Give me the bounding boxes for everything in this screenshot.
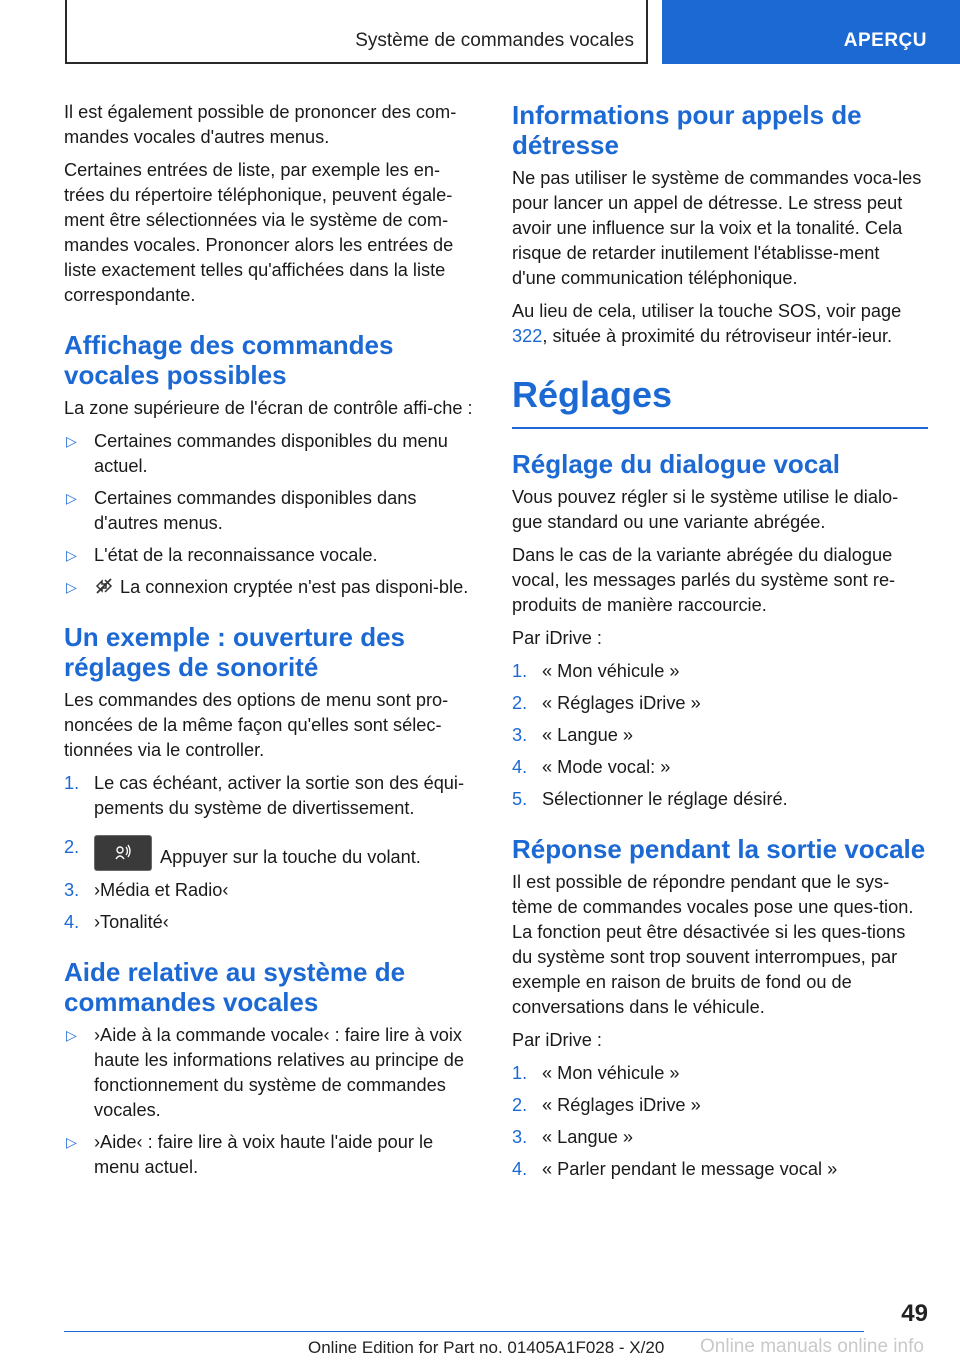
header-section-box <box>65 0 648 64</box>
list-item: ▷ ›Aide‹ : faire lire à voix haute l'aide pour le menu actuel. <box>66 1132 434 1177</box>
encryption-unavailable-icon <box>94 576 114 596</box>
triangle-bullet-icon: ▷ <box>66 433 77 449</box>
list-item: 2. « Réglages iDrive » <box>512 1095 701 1115</box>
heading-reponse-sortie-vocale: Réponse pendant la sortie vocale <box>512 834 926 864</box>
section-heading-wrap <box>512 100 928 160</box>
list-item: ▷ Certaines commandes disponibles dans d'autres menus. <box>66 488 417 533</box>
list-item: ▷ La connexion cryptée n'est pas disponi-ble. <box>64 575 480 600</box>
heading-aide-commandes: Aide relative au système de commandes vocales <box>64 957 406 1017</box>
heading-appels-detresse: Informations pour appels de détresse <box>512 100 862 160</box>
reponse-paragraph-2: Par iDrive : <box>512 1030 602 1050</box>
list-item: 1. Le cas échéant, activer la sortie son des équi-pements du système de divertissement. <box>64 773 465 818</box>
detresse-paragraph-1: Ne pas utiliser le système de commandes voca-les pour lancer un appel de détresse. Le stress peut avoir une influence sur la voix et la tonalité. Cela risque de retarder inutilement l'établisse-ment d'une communication téléphonique. <box>512 168 922 288</box>
list-item: 1. « Mon véhicule » <box>512 661 680 681</box>
tab-apercu[interactable] <box>662 0 960 64</box>
triangle-bullet-icon: ▷ <box>66 490 77 506</box>
list-item: ▷ Certaines commandes disponibles du menu actuel. <box>66 431 448 476</box>
triangle-bullet-icon: ▷ <box>66 547 77 563</box>
triangle-bullet-icon: ▷ <box>66 1134 77 1150</box>
section-heading-wrap <box>64 622 480 682</box>
list-item: 5. Sélectionner le réglage désiré. <box>512 789 788 809</box>
intro-paragraph-1: Il est également possible de prononcer des com-mandes vocales d'autres menus. <box>64 102 457 147</box>
heading-exemple-sonorite: Un exemple : ouverture des réglages de sonorité <box>64 622 405 682</box>
list-item: ▷ ›Aide à la commande vocale‹ : faire lire à voix haute les informations relatives au principe de fonctionnement du système de commandes vocales. <box>66 1025 465 1120</box>
steps-list-dialogue <box>512 659 928 812</box>
reponse-paragraph-1: Il est possible de répondre pendant que le sys-tème de commandes vocales pose une ques-tion. La fonction peut être désactivée si les ques-tions du système sont trop souvent interrompues, par exemple en raison de bruits de fond ou de conversations dans le véhicule. <box>512 872 914 1017</box>
list-item: ▷ L'état de la reconnaissance vocale. <box>64 543 480 568</box>
footer-edition: Online Edition for Part no. 01405A1F028 - X/20 <box>308 1338 665 1357</box>
steering-wheel-voice-button-icon <box>94 835 152 871</box>
dialogue-paragraph-2: Dans le cas de la variante abrégée du dialogue vocal, les messages parlés du système sont re-produits de manière raccourcie. <box>512 545 896 615</box>
section-heading-wrap <box>512 834 928 864</box>
list-item: 4. « Mode vocal: » <box>512 757 671 777</box>
tab-apercu-label: APERÇU <box>843 30 927 51</box>
section-title: Système de commandes vocales <box>355 30 634 51</box>
steps-list-sonorite <box>64 771 480 935</box>
footer-divider <box>64 1331 864 1332</box>
dialogue-paragraph-3: Par iDrive : <box>512 628 602 648</box>
steps-list-reponse <box>512 1061 928 1182</box>
triangle-bullet-icon: ▷ <box>66 1027 77 1043</box>
watermark: Online manuals online info <box>700 1336 924 1357</box>
list-item: 2. « Réglages iDrive » <box>512 693 701 713</box>
intro-paragraph-2: Certaines entrées de liste, par exemple les en-trées du répertoire téléphonique, peuvent égale-ment être sélectionnées via le système de com-mandes vocales. Prononcer alors les entrées de liste exactement telles qu'affichées dans la liste correspondante. <box>64 160 454 305</box>
list-item: 4. ›Tonalité‹ <box>64 912 169 932</box>
section-heading-wrap <box>512 449 928 479</box>
heading-divider <box>512 427 928 429</box>
page-number: 49 <box>901 1300 928 1327</box>
dialogue-paragraph-1: Vous pouvez régler si le système utilise le dialo-gue standard ou une variante abrégée. <box>512 487 899 532</box>
list-item: 4. « Parler pendant le message vocal » <box>512 1159 838 1179</box>
list-item: 3. « Langue » <box>512 1127 634 1147</box>
left-column <box>64 100 480 1187</box>
section1-text: La zone supérieure de l'écran de contrôle affi-che : <box>64 398 473 418</box>
page-link-322[interactable]: 322 <box>512 326 543 346</box>
list-item: 3. « Langue » <box>512 725 634 745</box>
list-item: 2. Appuyer sur la touche du volant. <box>64 835 480 871</box>
heading-reglages: Réglages <box>512 374 673 415</box>
section-heading-wrap <box>64 330 480 390</box>
detresse-paragraph-2: Au lieu de cela, utiliser la touche SOS, voir page 322, située à proximité du rétroviseur intér-ieur. <box>512 301 902 346</box>
list-item: 1. « Mon véhicule » <box>512 1063 680 1083</box>
heading-affichage-commandes: Affichage des commandes vocales possibles <box>64 330 394 390</box>
section2-text: Les commandes des options de menu sont pro-noncées de la même façon qu'elles sont sélec-tionnées via le controller. <box>64 690 449 760</box>
list-item: 3. ›Média et Radio‹ <box>64 880 229 900</box>
bullet-list-aide <box>64 1023 480 1180</box>
section-heading-wrap <box>64 957 480 1017</box>
heading-reglage-dialogue: Réglage du dialogue vocal <box>512 449 840 479</box>
right-column <box>512 100 928 1189</box>
bullet-list-affichage <box>64 429 480 600</box>
triangle-bullet-icon: ▷ <box>66 579 77 595</box>
